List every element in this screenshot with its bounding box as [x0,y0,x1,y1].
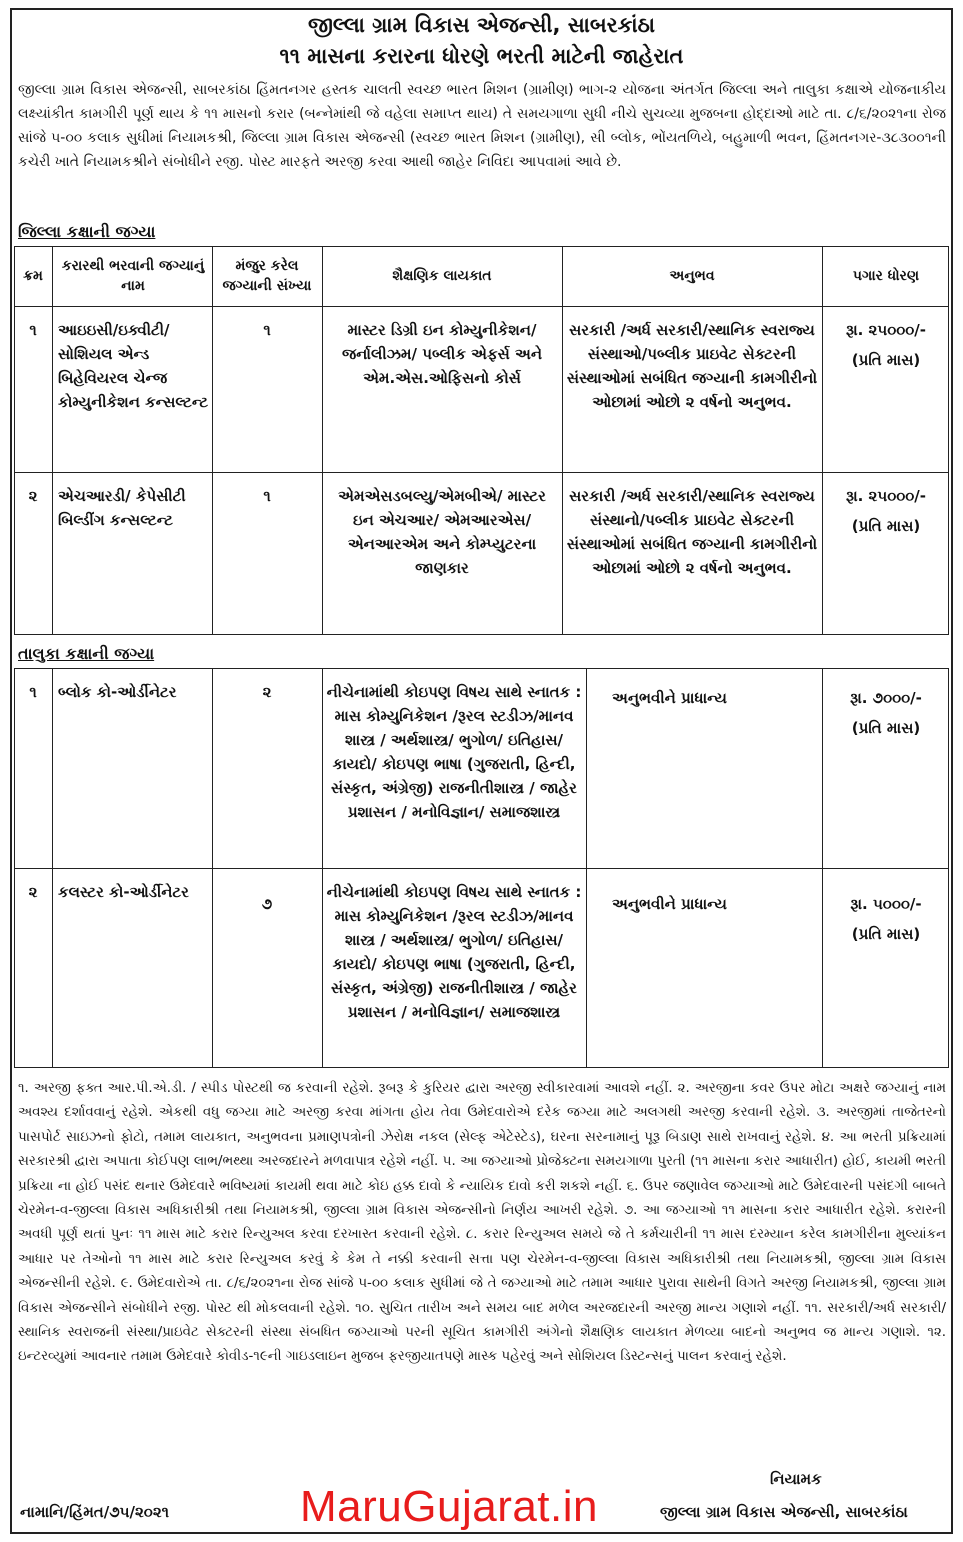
section-taluka-heading: તાલુકા કક્ષાની જગ્યા [18,644,155,663]
row-serial: ૧ [29,683,37,701]
row-experience: અનુભવીને પ્રાધાન્ય [612,689,727,707]
table-row-divider [14,472,949,473]
row-salary: રૂા. ૨૫૦૦૦/- [845,321,927,339]
col-header-count: મંજુર કરેલ જગ્યાની સંખ્યા [222,258,312,294]
row-post: કલસ્ટર કો-ઓર્ડીનેટર [58,883,189,901]
row-count: ૧ [263,321,271,339]
col-divider [52,246,53,635]
row-count: ૨ [262,683,272,701]
terms-and-conditions: ૧. અરજી ફક્ત આર.પી.એ.ડી. / સ્પીડ પોસ્ટથી જ કરવાની રહેશે. રૂબરૂ કે કુરિયર દ્વારા અરજી સ્વીકારવામાં આવશે નહીં. ૨. અરજીના કવર ઉપર મોટા અક્ષરે જગ્યાનું નામ અવશ્ય દર્શાવવાનું રહેશે. એકથી વધુ જગ્યા માટે અરજી કરવા માંગતા હોય તેવા ઉમેદવારોએ દરેક જગ્યા માટે અલગથી અરજી કરવાની રહેશે. ૩. અરજીમાં તાજેતરનો પાસપોર્ટ સાઇઝનો ફોટો, તમામ લાયકાત, અનુભવના પ્રમાણપત્રોની ઝેરોક્ષ નકલ (સેલ્ફ એટેસ્ટેડ), ઘરના સરનામાનું પૂરૂ બિડાણ સાથે રાખવાનું રહેશે. ૪. આ ભરતી પ્રક્રિયામાં સરકારશ્રી દ્વારા અપાતા કોઈપણ લાભ/ભથ્થા અરજદારને મળવાપાત્ર રહેશે નહીં. ૫. આ જગ્યાઓ પ્રોજેક્ટના સમયગાળા પુરતી (૧૧ માસના કરાર આધારીત) હોઈ, કાયમી ભરતી પ્રક્રિયા ના હોઈ પસંદ થનાર ઉમેદવારે ભવિષ્યમાં કાયમી થવા માટે કોઇ હક્ક દાવો કે ન્યાયિક દાવો કરી શકશે નહીં. ૬. ઉપર જણાવેલ જગ્યાઓ માટે ઉમેદવારની પસંદગી બાબતે ચેરમેન-વ-જીલ્લા વિકાસ અધિકારીશ્રી તથા નિયામકશ્રી, જીલ્લા ગ્રામ વિકાસ એજન્સીનો નિર્ણય આખરી રહેશે. ૭. આ જગ્યાઓ ૧૧ માસના કરાર આધારીત રહેશે. કરારની અવધી પૂર્ણ થતાં પુનઃ ૧૧ માસ માટે કરાર રિન્યુઅલ કરવા દરખાસ્ત કરવાની રહેશે. ૮. કરાર રિન્યુઅલ સમયે જે તે કર્મચારીની ૧૧ માસ દરમ્યાન કરેલ કામગીરીના મુલ્યાંકન આધાર પર તેઓનો ૧૧ માસ માટે કરાર રિન્યુઅલ કરવું કે કેમ તે નક્કી કરવાની સત્તા પણ ચેરમેન-વ-જીલ્લા વિકાસ અધિકારીશ્રી તથા નિયામકશ્રી, જીલ્લા ગ્રામ વિકાસ એજન્સીની રહેશે. ૯. ઉમેદવારોએ તા. ૮/૬/૨૦૨૧ના રોજ સાંજે ૫-૦૦ કલાક સુધીમાં જે તે જગ્યાઓ માટે તમામ આધાર પુરાવા સાથેની વિગતે અરજી નિયામકશ્રી, જીલ્લા ગ્રામ વિકાસ એજન્સીને સંબોધીને રજી. પોસ્ટ થી મોકલવાની રહેશે. ૧૦. સુચિત તારીખ અને સમય બાદ મળેલ અરજદારની અરજી માન્ય ગણાશે નહીં. ૧૧. સરકારી/અર્ધ સરકારી/સ્થાનિક સ્વરાજની સંસ્થા/પ્રાઇવેટ સેક્ટરની સંસ્થા સંબધિત જગ્યાઓ પરની સૂચિત કામગીરી અંગેનો શૈક્ષણિક લાયકાત મેળવ્યા બાદનો અનુભવ જ માન્ય ગણાશે. ૧૨. ઇન્ટરવ્યુમાં આવનાર તમામ ઉમેદવારે કોવીડ-૧૯ની ગાઇડલાઇન મુજબ ફરજીયાતપણે માસ્ક પહેરવું અને સોશિયલ ડિસ્ટન્સનું પાલન કરવાનું રહેશે. [18,1081,946,1365]
row-serial: ૨ [28,883,38,901]
signatory-title: નિયામક [770,1470,822,1488]
row-post: આઇઇસી/ઇક્વીટી/ સોશિયલ એન્ડ બિહેવિયરલ ચેન્જ કોમ્યુનીકેશન કન્સલ્ટન્ટ [58,321,209,411]
col-divider [822,668,823,1068]
col-divider [322,246,323,635]
row-experience: સરકારી /અર્ધ સરકારી/સ્થાનિક સ્વરાજ્ય સંસ્થાઓ/પબ્લીક પ્રાઇવેટ સેક્ટરની સંસ્થાઓમાં સબંધિત જગ્યાની કામગીરીનો ઓછામાં ઓછો ૨ વર્ષનો અનુભવ. [566,321,818,411]
row-post: એચઆરડી/ કેપેસીટી બિલ્ડીંગ કન્સલ્ટન્ટ [58,487,186,529]
row-count: ૧ [263,487,271,505]
row-salary: રૂા. ૨૫૦૦૦/- [845,487,927,505]
row-salary-note: (પ્રતિ માસ) [851,925,921,943]
col-divider [52,668,53,1068]
col-divider [586,668,587,1068]
row-salary-note: (પ્રતિ માસ) [851,719,921,737]
table-row-divider [14,868,949,869]
col-header-experience: અનુભવ [669,268,715,284]
col-divider [212,668,213,1068]
notice-subtitle: ૧૧ માસના કરારના ધોરણે ભરતી માટેની જાહેરાત [279,44,684,68]
agency-name: જીલ્લા ગ્રામ વિકાસ એજન્સી, સાબરકાંઠા [660,1503,908,1521]
col-header-salary: પગાર ધોરણ [852,268,920,284]
row-experience: સરકારી /અર્ધ સરકારી/સ્થાનિક સ્વરાજ્ય સંસ્થાનો/પબ્લીક પ્રાઇવેટ સેક્ટરની સંસ્થાઓમાં સબંધિત જગ્યાની કામગીરીનો ઓછામાં ઓછો ૨ વર્ષનો અનુભવ. [566,487,818,577]
row-qualification: નીચેનામાંથી કોઇપણ વિષય સાથે સ્નાતક : માસ કોમ્યુનિકેશન /રૂરલ સ્ટડીઝ/માનવ શાસ્ત્ર / અર્થશાસ્ત્ર/ ભુગોળ/ ઇતિહાસ/ કાયદો/ કોઇપણ ભાષા (ગુજરાતી, હિન્દી, સંસ્કૃત, અંગ્રેજી) રાજનીતીશાસ્ત્ર / જાહેર પ્રશાસન / મનોવિજ્ઞાન/ સમાજશાસ્ત્ર [326,683,582,821]
row-salary: રૂા. ૭૦૦૦/- [850,689,922,707]
table-header-divider [14,306,949,307]
col-divider [562,246,563,635]
watermark-text: MaruGujarat.in [300,1482,599,1531]
section-district-heading: જિલ્લા કક્ષાની જગ્યા [18,222,156,241]
col-header-serial: ક્રમ [23,268,43,284]
col-divider [212,246,213,635]
col-header-post: કરારથી ભરવાની જગ્યાનું નામ [61,258,205,294]
row-serial: ૧ [29,321,37,339]
row-post: બ્લોક કો-ઓર્ડીનેટર [58,683,177,701]
row-qualification: માસ્ટર ડિગ્રી ઇન કોમ્યુનીકેશન/જર્નાલીઝમ/ પબ્લીક એફર્સ અને એમ.એસ.ઓફિસનો કોર્સ [341,321,543,387]
intro-paragraph: જીલ્લા ગ્રામ વિકાસ એજન્સી, સાબરકાંઠા હિંમતનગર હસ્તક ચાલતી સ્વચ્છ ભારત મિશન (ગ્રામીણ) ભાગ-૨ યોજના અંતર્ગત જિલ્લા અને તાલુકા કક્ષાએ યોજનાકીય લક્ષ્યાંકીત કામગીરી પૂર્ણ થાય કે ૧૧ માસનો કરાર (બન્નેમાંથી જે વહેલા સમાપ્ત થાય) તે સમયગાળા સુધી નીચે સુચવ્યા મુજબના હોદ્દાઓ માટે તા. ૮/૬/૨૦૨૧ના રોજ સાંજે ૫-૦૦ કલાક સુધીમાં નિયામકશ્રી, જિલ્લા ગ્રામ વિકાસ એજન્સી (સ્વચ્છ ભારત મિશન (ગ્રામીણ), સી બ્લોક, ભોંયતળિયે, બહુમાળી ભવન, હિંમતનગર-૩૮૩૦૦૧ની કચેરી ખાતે નિયામકશ્રીને સંબોધીને રજી. પોસ્ટ મારફતે અરજી કરવા આથી જાહેર નિવિદા આપવામાં આવે છે. [18,82,946,170]
notice-title: જીલ્લા ગ્રામ વિકાસ એજન્સી, સાબરકાંઠા [308,13,655,37]
row-count: ૭ [261,895,273,913]
row-serial: ૨ [28,487,38,505]
reference-number: નામાનિ/હિંમત/૭૫/૨૦૨૧ [20,1503,169,1521]
col-divider [322,668,323,1068]
row-salary-note: (પ્રતિ માસ) [851,351,921,369]
row-experience: અનુભવીને પ્રાધાન્ય [612,895,727,913]
col-header-qualification: શૈક્ષણિક લાયકાત [392,268,492,284]
row-salary: રૂા. ૫૦૦૦/- [850,895,922,913]
row-salary-note: (પ્રતિ માસ) [851,517,921,535]
row-qualification: નીચેનામાંથી કોઇપણ વિષય સાથે સ્નાતક : માસ કોમ્યુનિકેશન /રૂરલ સ્ટડીઝ/માનવ શાસ્ત્ર / અર્થશાસ્ત્ર/ ભુગોળ/ ઇતિહાસ/ કાયદો/ કોઇપણ ભાષા (ગુજરાતી, હિન્દી, સંસ્કૃત, અંગ્રેજી) રાજનીતીશાસ્ત્ર / જાહેર પ્રશાસન / મનોવિજ્ઞાન/ સમાજશાસ્ત્ર [326,883,582,1021]
col-divider [822,246,823,635]
row-qualification: એમએસડબલ્યુ/એમબીએ/ માસ્ટર ઇન એચઆર/ એમઆરએસ/ એનઆરએમ અને કોમ્પ્યુટરના જાણકાર [338,487,546,577]
